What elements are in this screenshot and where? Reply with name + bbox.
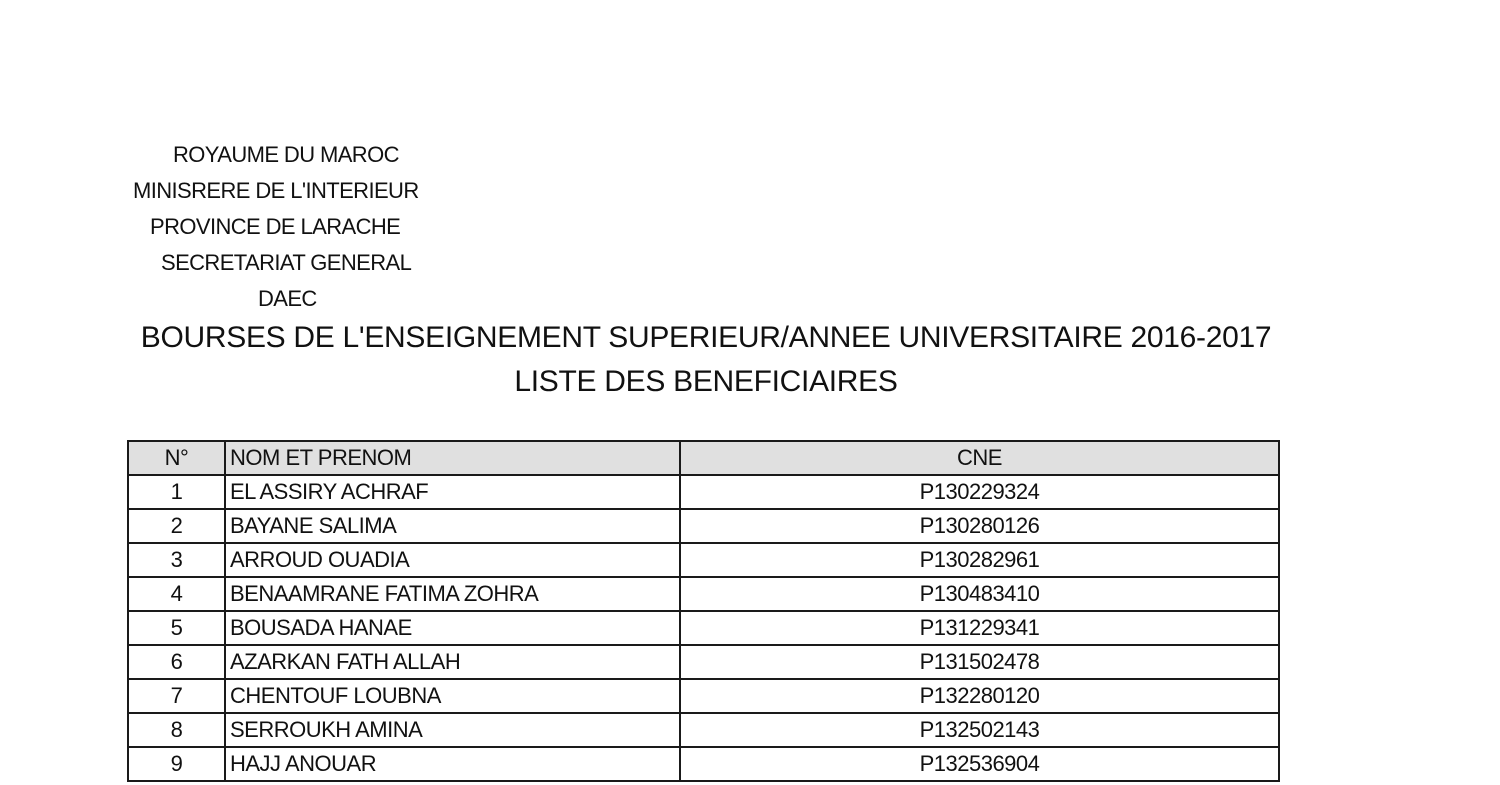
row-name: EL ASSIRY ACHRAF — [225, 475, 680, 509]
row-name: ARROUD OUADIA — [225, 543, 680, 577]
table-row — [128, 611, 1279, 645]
row-number: 1 — [128, 475, 225, 509]
row-cne: P130483410 — [680, 577, 1279, 611]
table-row — [128, 577, 1279, 611]
row-cne: P130229324 — [680, 475, 1279, 509]
header-number: N° — [128, 441, 225, 475]
row-name: AZARKAN FATH ALLAH — [225, 645, 680, 679]
row-number: 9 — [128, 747, 225, 781]
letterhead-kingdom: ROYAUME DU MAROC — [173, 142, 399, 167]
table-row — [128, 509, 1279, 543]
row-cne: P132536904 — [680, 747, 1279, 781]
document-title: BOURSES DE L'ENSEIGNEMENT SUPERIEUR/ANNEE UNIVERSITAIRE 2016-2017 — [140, 321, 1272, 354]
row-cne: P131502478 — [680, 645, 1279, 679]
row-name: BOUSADA HANAE — [225, 611, 680, 645]
row-cne: P132502143 — [680, 713, 1279, 747]
letterhead-ministry: MINISRERE DE L'INTERIEUR — [133, 178, 419, 203]
row-number: 5 — [128, 611, 225, 645]
row-name: CHENTOUF LOUBNA — [225, 679, 680, 713]
row-name: BAYANE SALIMA — [225, 509, 680, 543]
row-number: 7 — [128, 679, 225, 713]
beneficiaries-table — [127, 440, 1280, 782]
letterhead-division: DAEC — [258, 286, 317, 311]
table-row — [128, 713, 1279, 747]
header-cne: CNE — [680, 441, 1279, 475]
row-number: 2 — [128, 509, 225, 543]
row-name: HAJJ ANOUAR — [225, 747, 680, 781]
row-name: SERROUKH AMINA — [225, 713, 680, 747]
row-cne: P130280126 — [680, 509, 1279, 543]
row-cne: P132280120 — [680, 679, 1279, 713]
row-cne: P131229341 — [680, 611, 1279, 645]
table-row — [128, 543, 1279, 577]
table-header-row — [128, 441, 1279, 475]
table-row — [128, 475, 1279, 509]
table-row — [128, 747, 1279, 781]
row-cne: P130282961 — [680, 543, 1279, 577]
row-number: 3 — [128, 543, 225, 577]
table-row — [128, 645, 1279, 679]
row-number: 6 — [128, 645, 225, 679]
row-number: 8 — [128, 713, 225, 747]
row-number: 4 — [128, 577, 225, 611]
header-name: NOM ET PRENOM — [225, 441, 680, 475]
table-row — [128, 679, 1279, 713]
letterhead-secretariat: SECRETARIAT GENERAL — [161, 250, 412, 275]
document-subtitle: LISTE DES BENEFICIAIRES — [514, 365, 898, 398]
row-name: BENAAMRANE FATIMA ZOHRA — [225, 577, 680, 611]
letterhead-province: PROVINCE DE LARACHE — [150, 214, 401, 239]
